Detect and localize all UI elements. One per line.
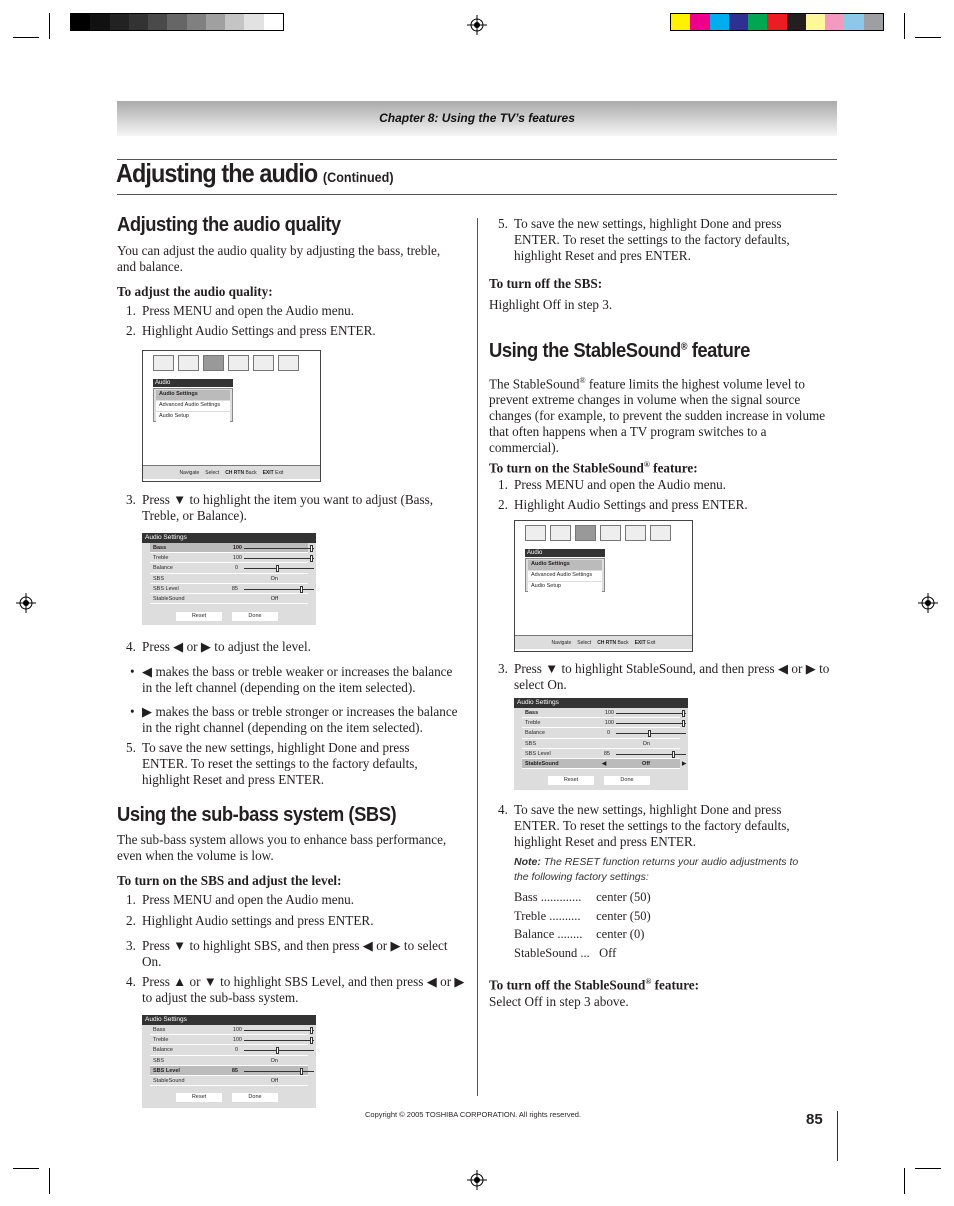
sbs-subheading: To turn on the SBS and adjust the level: <box>117 873 342 888</box>
section-heading-stablesound: Using the StableSound® feature <box>489 340 750 362</box>
menu-icon-row <box>525 525 671 541</box>
step: 5. To save the new settings, highlight Done and press ENTER. To reset the settings to the factory defaults, highlight Reset and press ENTER. <box>126 740 418 787</box>
factory-default-row: StableSound ... Off <box>514 946 617 960</box>
setting-row: StableSound Off <box>150 1076 308 1086</box>
menu-footer: Navigate Select CH RTN Back EXIT Exit <box>143 465 320 479</box>
registration-mark-icon <box>467 15 487 35</box>
audio-settings-panel: Audio Settings Bass 100 Treble 100 Balance 0 SBS On SBS Level 85 StableSound Off Reset Done <box>142 533 316 625</box>
continued-label: (Continued) <box>322 169 394 185</box>
sbs-off-text: Highlight Off in step 3. <box>489 297 613 312</box>
stablesound-on-subheading: To turn on the StableSound® feature: <box>489 460 698 476</box>
setting-row: SBS On <box>522 739 680 749</box>
chapter-header <box>117 101 837 136</box>
bullet: • ◀ makes the bass or treble weaker or increases the balance in the left channel (depending on the item selected). <box>130 664 453 695</box>
setting-row: Treble 100 <box>522 718 680 728</box>
page-title: Adjusting the audio (Continued) <box>116 158 394 188</box>
done-button: Done <box>232 1093 278 1102</box>
setting-row: SBS On <box>150 574 308 584</box>
setting-row: SBS Level 85 <box>150 584 308 594</box>
setting-row: SBS On <box>150 1056 308 1066</box>
menu-footer: Navigate Select CH RTN Back EXIT Exit <box>515 635 692 649</box>
reset-button: Reset <box>176 612 222 621</box>
menu-header: Audio <box>525 549 605 557</box>
sbs-intro: The sub-bass system allows you to enhance bass performance, even when the volume is low. <box>117 832 447 863</box>
chapter-title: Chapter 8: Using the TV’s features <box>379 111 575 125</box>
menu-item: Audio Setup <box>156 412 230 422</box>
section-heading-audio-quality: Adjusting the audio quality <box>117 214 341 236</box>
step: 3. Press ▼ to highlight StableSound, and then press ◀ or ▶ to select On. <box>498 661 830 692</box>
stablesound-intro: The StableSound® feature limits the highest volume level to prevent extreme changes in volume when the signal source changes (for example, to prevent the sudden increase in volume that often happens when a TV program switches to a commercial). <box>489 376 826 456</box>
column-divider <box>477 218 478 1096</box>
setting-row: Treble 100 <box>150 1035 308 1045</box>
menu-header: Audio <box>153 379 233 387</box>
done-button: Done <box>232 612 278 621</box>
bullet: • ▶ makes the bass or treble stronger or increases the balance in the right channel (depending on the item selected). <box>130 704 458 735</box>
page-number: 85 <box>806 1111 823 1128</box>
color-bar-right <box>670 13 884 31</box>
step: 4. Press ◀ or ▶ to adjust the level. <box>126 639 311 654</box>
sbs-off-subheading: To turn off the SBS: <box>489 276 603 291</box>
crop-mark <box>915 37 941 38</box>
copyright: Copyright © 2005 TOSHIBA CORPORATION. All rights reserved. <box>365 1110 582 1119</box>
registration-mark-icon <box>467 1170 487 1190</box>
step: 3. Press ▼ to highlight the item you want to adjust (Bass, Treble, or Balance). <box>126 492 434 523</box>
crop-mark <box>904 1168 905 1194</box>
audio-quality-intro: You can adjust the audio quality by adjusting the bass, treble, and balance. <box>117 243 441 274</box>
setting-row: Balance 0 <box>522 728 680 738</box>
registration-mark-icon <box>918 593 938 613</box>
menu-item: Audio Settings <box>528 560 602 570</box>
step: 1. Press MENU and open the Audio menu. <box>126 303 355 318</box>
step: 2. Highlight Audio Settings and press ENTER. <box>498 497 748 512</box>
setting-row: SBS Level 85 <box>522 749 680 759</box>
setting-row: StableSound Off <box>150 594 308 604</box>
audio-menu-screenshot <box>514 520 693 652</box>
section-heading-sbs: Using the sub-bass system (SBS) <box>117 804 397 826</box>
menu-item: Advanced Audio Settings <box>156 401 230 411</box>
step: 1. Press MENU and open the Audio menu. <box>498 477 727 492</box>
step: 2. Highlight Audio Settings and press ENTER. <box>126 323 376 338</box>
audio-quality-subheading: To adjust the audio quality: <box>117 284 273 299</box>
crop-mark <box>49 1168 50 1194</box>
factory-default-row: Treble .......... center (50) <box>514 909 651 923</box>
setting-row: Bass 100 <box>150 1025 308 1035</box>
menu-item: Audio Setup <box>528 582 602 592</box>
setting-row: Balance 0 <box>150 1045 308 1055</box>
step: 5. To save the new settings, highlight Done and press ENTER. To reset the settings to the factory defaults, highlight Reset and pres ENTER. <box>498 216 790 263</box>
audio-settings-panel: Audio Settings Bass 100 Treble 100 Balance 0 SBS On SBS Level 85 StableSound Off Reset Done <box>142 1015 316 1108</box>
step: 4. To save the new settings, highlight Done and press ENTER. To reset the settings to the factory defaults, highlight Reset and press ENTER. <box>498 802 790 849</box>
factory-default-row: Bass ............. center (50) <box>514 890 651 904</box>
crop-mark <box>904 13 905 39</box>
setting-row: StableSound ◀ Off ▶ <box>522 759 680 769</box>
crop-mark <box>49 13 50 39</box>
step: 1. Press MENU and open the Audio menu. <box>126 892 355 907</box>
crop-mark <box>915 1168 941 1169</box>
reset-button: Reset <box>176 1093 222 1102</box>
setting-row: Bass 100 <box>150 543 308 553</box>
done-button: Done <box>604 776 650 785</box>
step: 2. Highlight Audio settings and press ENTER. <box>126 913 374 928</box>
step: 3. Press ▼ to highlight SBS, and then press ◀ or ▶ to select On. <box>126 938 448 969</box>
audio-settings-panel: Audio Settings Bass 100 Treble 100 Balance 0 SBS On SBS Level 85 StableSound ◀ Off ▶ Reset Done <box>514 698 688 790</box>
stablesound-off-text: Select Off in step 3 above. <box>489 994 629 1009</box>
reset-note: Note: The RESET function returns your audio adjustments to the following factory settings: <box>514 856 799 883</box>
menu-list <box>153 388 233 422</box>
stablesound-off-subheading: To turn off the StableSound® feature: <box>489 977 700 993</box>
factory-default-row: Balance ........ center (0) <box>514 927 645 941</box>
crop-mark <box>13 37 39 38</box>
menu-item: Advanced Audio Settings <box>528 571 602 581</box>
setting-row: Bass 100 <box>522 708 680 718</box>
audio-menu-screenshot <box>142 350 321 482</box>
color-bar-left <box>70 13 284 31</box>
menu-item: Audio Settings <box>156 390 230 400</box>
reset-button: Reset <box>548 776 594 785</box>
setting-row: Balance 0 <box>150 563 308 573</box>
step: 4. Press ▲ or ▼ to highlight SBS Level, and then press ◀ or ▶ to adjust the sub-bass system. <box>126 974 465 1005</box>
crop-mark <box>13 1168 39 1169</box>
menu-icon-row <box>153 355 299 371</box>
page-number-rule <box>837 1111 838 1161</box>
menu-list <box>525 558 605 592</box>
title-rule-bottom <box>117 194 837 195</box>
registration-mark-icon <box>16 593 36 613</box>
setting-row: SBS Level 85 <box>150 1066 308 1076</box>
setting-row: Treble 100 <box>150 553 308 563</box>
